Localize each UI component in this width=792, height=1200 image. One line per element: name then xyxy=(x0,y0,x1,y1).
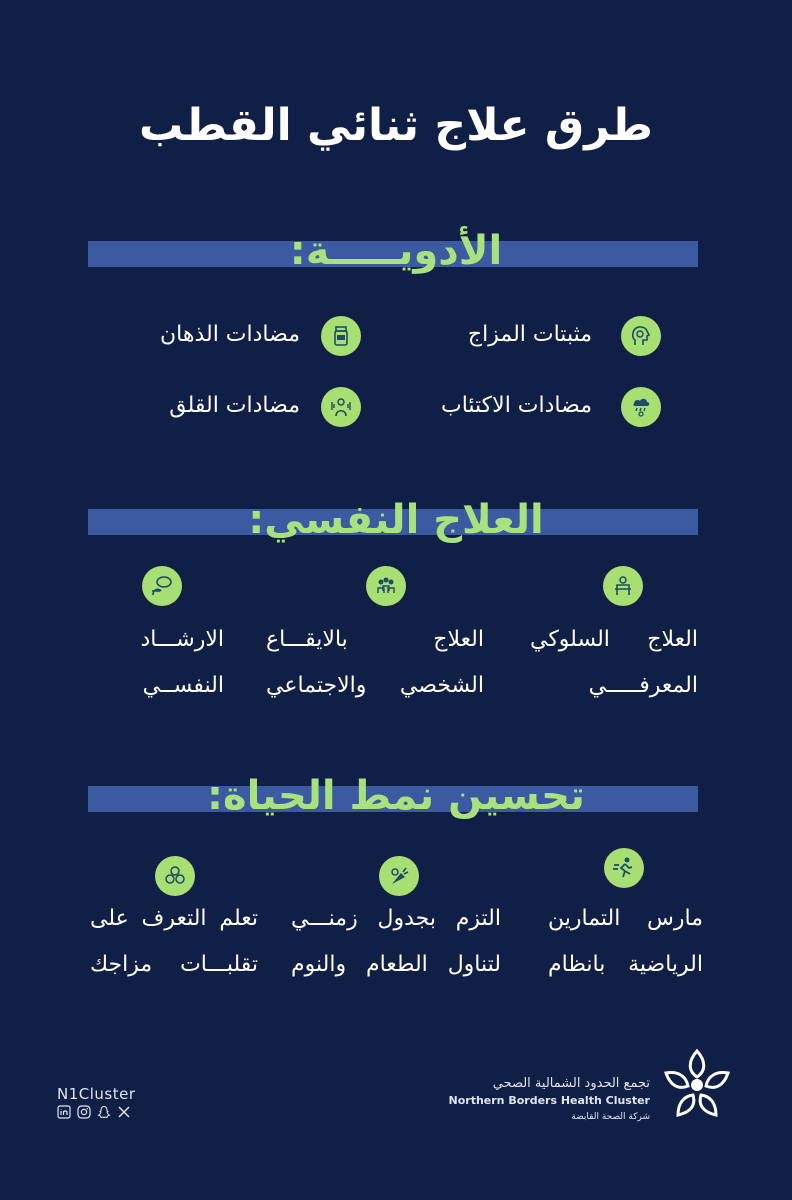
lifestyle-label-line: لتناول الطعام والنوم xyxy=(291,952,501,977)
lifestyle-label-line: تقلبـــات مزاجك xyxy=(90,952,258,977)
social-icons xyxy=(57,1105,131,1119)
lifestyle-label-line: تعلم التعرف على xyxy=(90,906,258,931)
org-name-arabic: تجمع الحدود الشمالية الصحي xyxy=(492,1076,650,1091)
org-name-english: Northern Borders Health Cluster xyxy=(448,1094,650,1107)
page-title: طرق علاج ثنائي القطب xyxy=(138,100,654,151)
pill-bottle-icon xyxy=(321,316,361,356)
therapy-label-line: الشخصي والاجتماعي xyxy=(266,673,484,698)
anxious-person-icon xyxy=(321,387,361,427)
instagram-icon[interactable] xyxy=(77,1105,91,1119)
group-people-icon xyxy=(366,566,406,606)
therapy-label-counseling xyxy=(96,617,224,709)
linkedin-icon[interactable] xyxy=(57,1105,71,1119)
health-cluster-logo xyxy=(658,1045,736,1123)
head-brain-icon xyxy=(621,316,661,356)
medication-label-anti-anxiety: مضادات القلق xyxy=(169,393,300,418)
social-handle: N1Cluster xyxy=(57,1085,136,1103)
therapy-label-line: العلاج بالايقـــاع xyxy=(266,627,484,652)
therapy-label-line: النفســي xyxy=(142,673,224,698)
counseling-chat-icon xyxy=(142,566,182,606)
therapy-chair-icon xyxy=(603,566,643,606)
snapchat-icon[interactable] xyxy=(97,1105,111,1119)
mood-faces-icon xyxy=(155,856,195,896)
therapy-label-line: الارشـــاد xyxy=(140,627,224,652)
x-icon[interactable] xyxy=(117,1105,131,1119)
vegetables-icon xyxy=(379,856,419,896)
lifestyle-label-line: مارس التمارين xyxy=(548,906,703,931)
org-subtitle: شركة الصحة القابضة xyxy=(571,1112,650,1122)
medication-label-antipsychotics: مضادات الذهان xyxy=(159,322,300,347)
medication-label-antidepressants: مضادات الاكتئاب xyxy=(440,393,592,418)
section-heading-psychotherapy: العلاج النفسي: xyxy=(248,497,544,543)
lifestyle-label-mood-tracking xyxy=(90,896,258,988)
section-heading-lifestyle: تحسين نمط الحياة: xyxy=(207,773,585,819)
medication-label-mood-stabilizers: مثبتات المزاج xyxy=(467,322,592,347)
rain-cloud-person-icon xyxy=(621,387,661,427)
lifestyle-label-exercise xyxy=(548,896,703,988)
therapy-label-line: المعرفـــــي xyxy=(588,673,698,698)
therapy-label-ipsrt xyxy=(266,617,484,709)
therapy-label-cbt xyxy=(530,617,698,709)
lifestyle-label-line: التزم بجدول زمنـــي xyxy=(291,906,501,931)
running-person-icon xyxy=(604,848,644,888)
lifestyle-label-line: الرياضية بانظام xyxy=(548,952,703,977)
lifestyle-label-schedule xyxy=(291,896,501,988)
section-heading-medications: الأدويـــــة: xyxy=(289,228,503,274)
therapy-label-line: العلاج السلوكي xyxy=(530,627,698,652)
org-branding xyxy=(449,1075,650,1126)
